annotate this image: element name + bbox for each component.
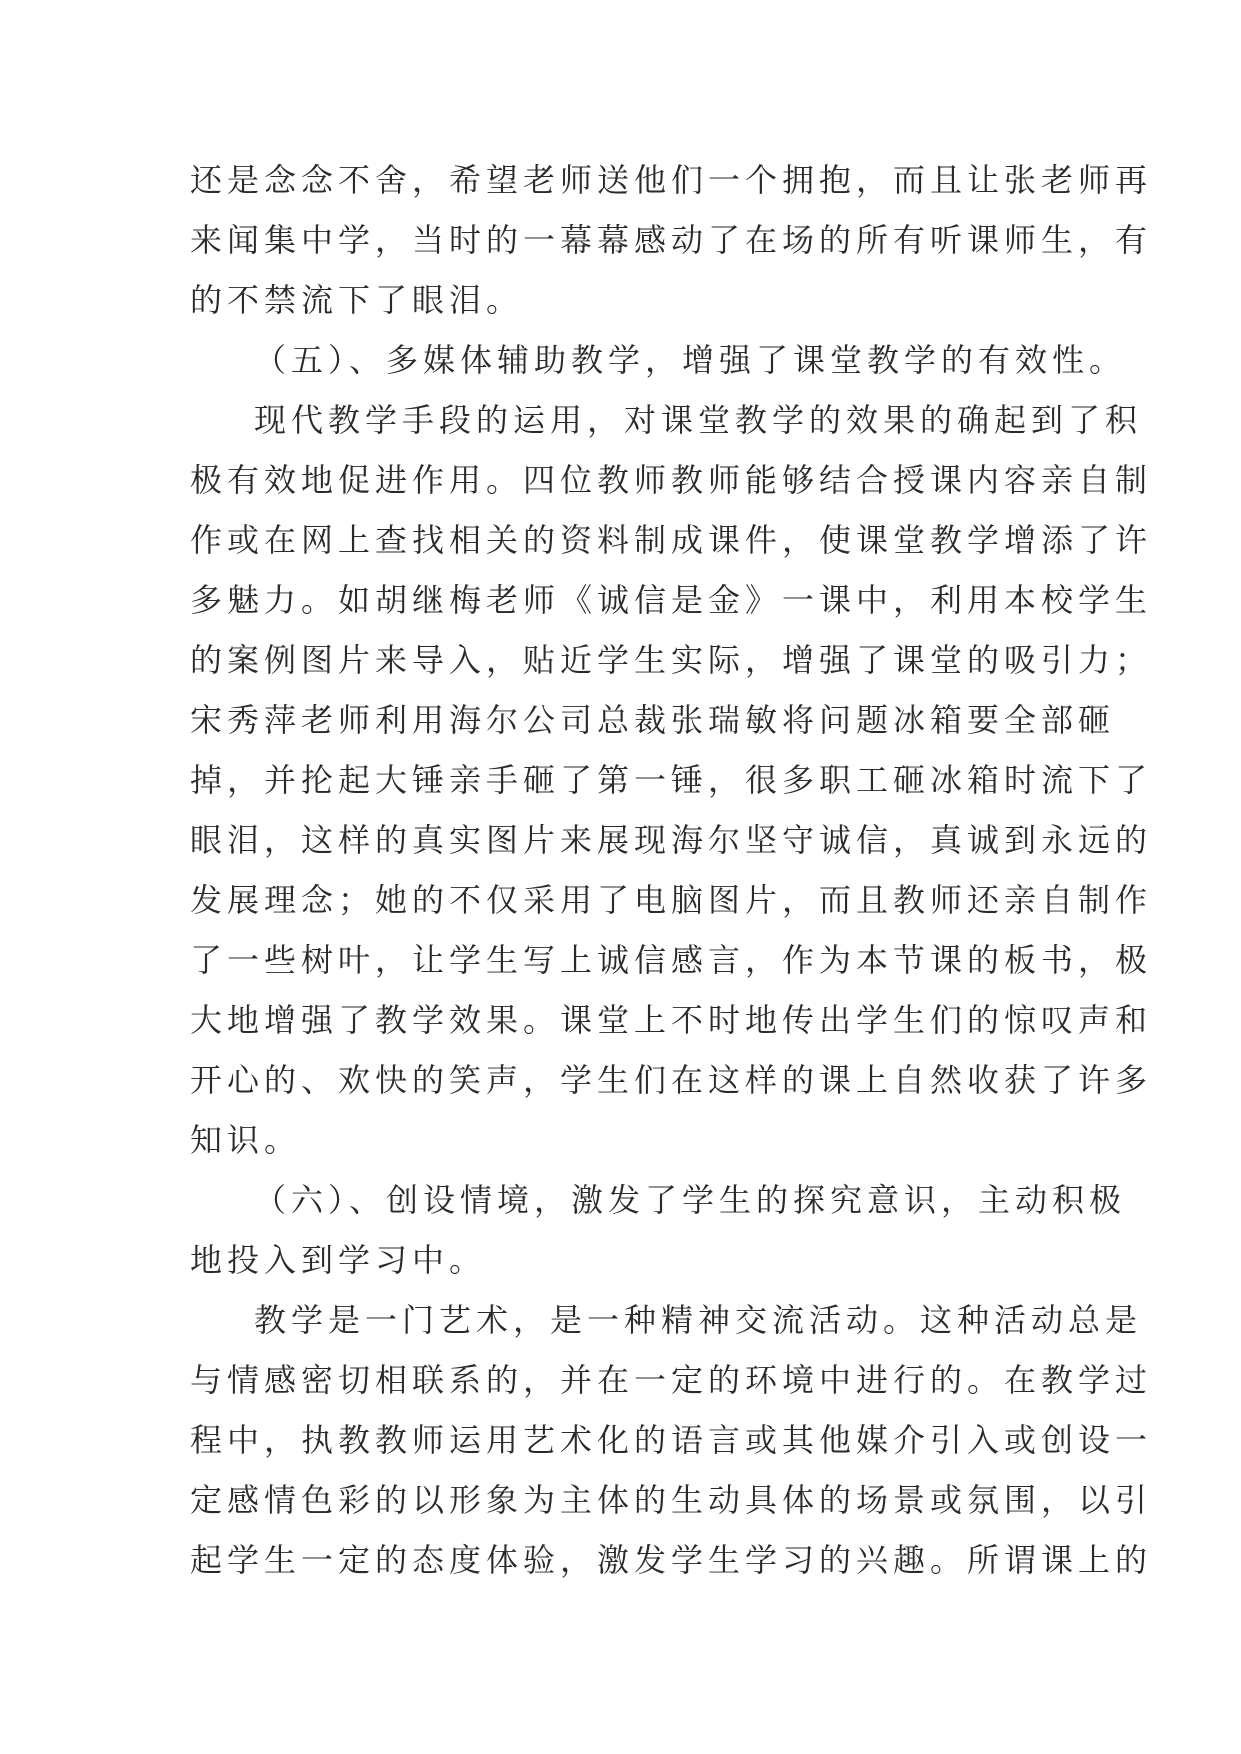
- text-line: 多魅力。如胡继梅老师《诚信是金》一课中，利用本校学生: [190, 581, 1153, 619]
- section-heading-6: [190, 1170, 1127, 1290]
- document-body: [190, 150, 1153, 1590]
- text-line: 与情感密切相联系的，并在一定的环境中进行的。在教学过: [190, 1361, 1153, 1399]
- text-line: 的案例图片来导入，贴近学生实际，增强了课堂的吸引力；: [190, 641, 1153, 679]
- text-line: 的不禁流下了眼泪。: [190, 281, 524, 319]
- text-line: 大地增强了教学效果。课堂上不时地传出学生们的惊叹声和: [190, 1001, 1153, 1039]
- text-line: 知识。: [190, 1121, 302, 1159]
- text-line: 作或在网上查找相关的资料制成课件，使课堂教学增添了许: [190, 521, 1153, 559]
- text-line: （五）、多媒体辅助教学，增强了课堂教学的有效性。: [254, 341, 1127, 379]
- text-line: 还是念念不舍，希望老师送他们一个拥抱，而且让张老师再: [190, 161, 1153, 199]
- text-line: 掉，并抡起大锤亲手砸了第一锤，很多职工砸冰箱时流下了: [190, 761, 1153, 799]
- text-line: 地投入到学习中。: [190, 1241, 487, 1279]
- text-line: 程中，执教教师运用艺术化的语言或其他媒介引入或创设一: [190, 1421, 1153, 1459]
- section-heading-5: [190, 330, 1127, 390]
- text-line: 教学是一门艺术，是一种精神交流活动。这种活动总是: [254, 1301, 1143, 1339]
- text-line: 了一些树叶，让学生写上诚信感言，作为本节课的板书，极: [190, 941, 1153, 979]
- text-line: （六）、创设情境，激发了学生的探究意识，主动积极: [254, 1181, 1127, 1219]
- text-line: 眼泪，这样的真实图片来展现海尔坚守诚信，真诚到永远的: [190, 821, 1153, 859]
- paragraph-continuation: [190, 150, 1153, 330]
- text-line: 发展理念；她的不仅采用了电脑图片，而且教师还亲自制作: [190, 881, 1153, 919]
- text-line: 定感情色彩的以形象为主体的生动具体的场景或氛围，以引: [190, 1481, 1153, 1519]
- paragraph-multimedia: [190, 390, 1153, 1170]
- text-line: 来闻集中学，当时的一幕幕感动了在场的所有听课师生，有: [190, 221, 1153, 259]
- text-line: 开心的、欢快的笑声，学生们在这样的课上自然收获了许多: [190, 1061, 1153, 1099]
- text-line: 极有效地促进作用。四位教师教师能够结合授课内容亲自制: [190, 461, 1153, 499]
- text-line: 起学生一定的态度体验，激发学生学习的兴趣。所谓课上的: [190, 1541, 1153, 1579]
- text-line: 宋秀萍老师利用海尔公司总裁张瑞敏将问题冰箱要全部砸: [190, 701, 1116, 739]
- paragraph-situation: [190, 1290, 1153, 1590]
- text-line: 现代教学手段的运用，对课堂教学的效果的确起到了积: [254, 401, 1143, 439]
